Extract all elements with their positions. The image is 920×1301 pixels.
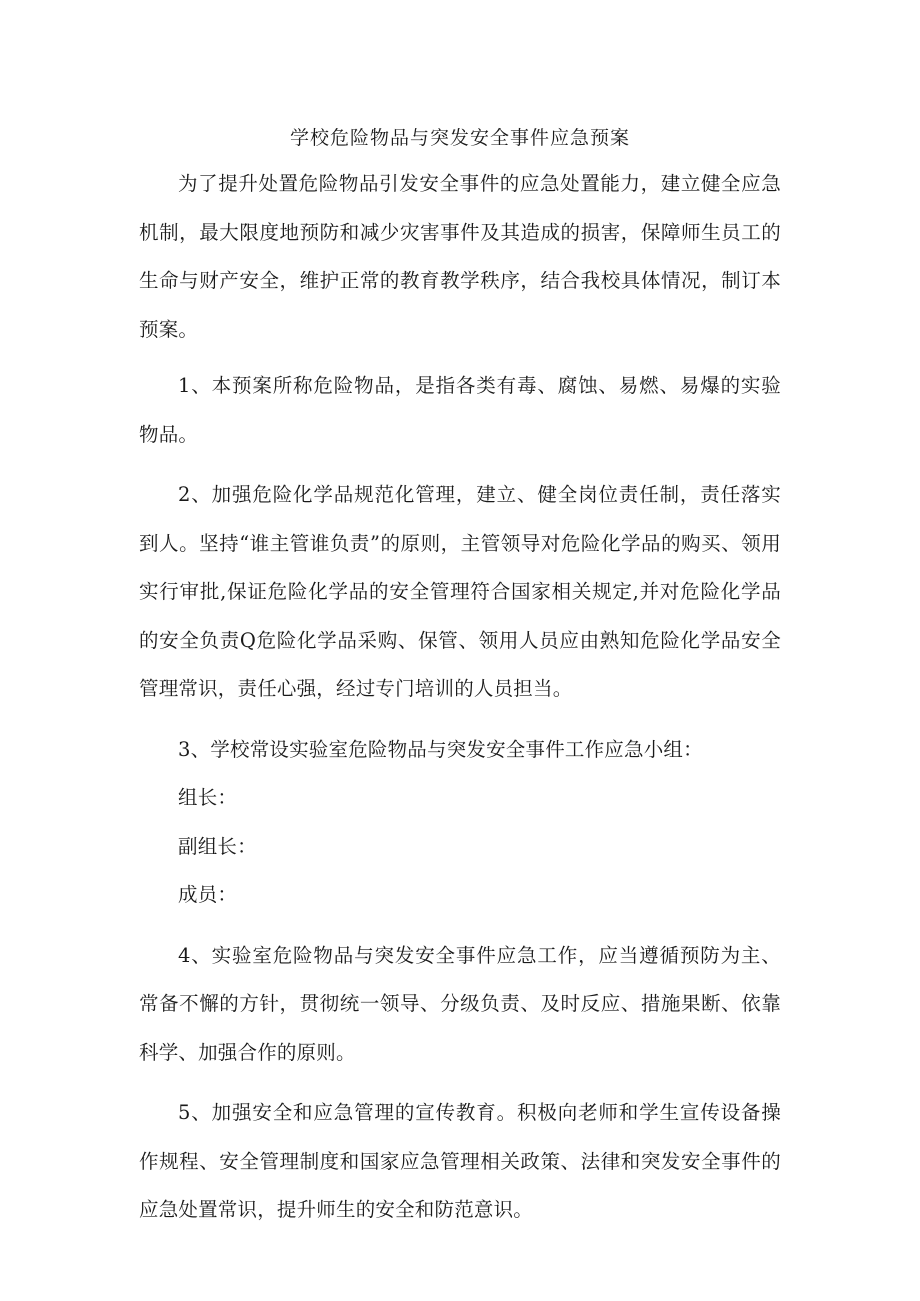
paragraph-intro: 为了提升处置危险物品引发安全事件的应急处置能力，建立健全应急机制，最大限度地预防和减少灾害事件及其造成的损害，保障师生员工的生命与财产安全，维护正常的教育教学秩序，结合我校具体情况，制订本预案。 [139,172,781,341]
role-members: 成员： [178,883,238,906]
paragraph-item-4: 4、实验室危险物品与突发安全事件应急工作，应当遵循预防为主、常备不懈的方针，贯彻统一领导、分级负责、及时反应、措施果断、依靠科学、加强合作的原则。 [139,943,781,1064]
paragraph-item-1: 1、本预案所称危险物品，是指各类有毒、腐蚀、易燃、易爆的实验物品。 [139,374,781,446]
paragraph-item-3: 3、学校常设实验室危险物品与突发安全事件工作应急小组： [178,737,703,761]
document-title: 学校危险物品与突发安全事件应急预案 [289,127,630,149]
paragraph-item-5: 5、加强安全和应急管理的宣传教育。积极向老师和学生宣传设备操作规程、安全管理制度和国家应急管理相关政策、法律和突发安全事件的应急处置常识，提升师生的安全和防范意识。 [139,1101,781,1221]
role-deputy-leader: 副组长： [178,834,257,858]
role-leader: 组长： [178,786,238,809]
document-body [139,118,781,1247]
paragraph-item-2: 2、加强危险化学品规范化管理，建立、健全岗位责任制，责任落实到人。坚持“谁主管谁负责”的原则，主管领导对危险化学品的购买、领用实行审批,保证危险化学品的安全管理符合国家相关规定,并对危险化学品的安全负责Q危险化学品采购、保管、领用人员应由熟知危险化学品安全管理常识，责任心强，经过专门培训的人员担当。 [139,483,781,700]
